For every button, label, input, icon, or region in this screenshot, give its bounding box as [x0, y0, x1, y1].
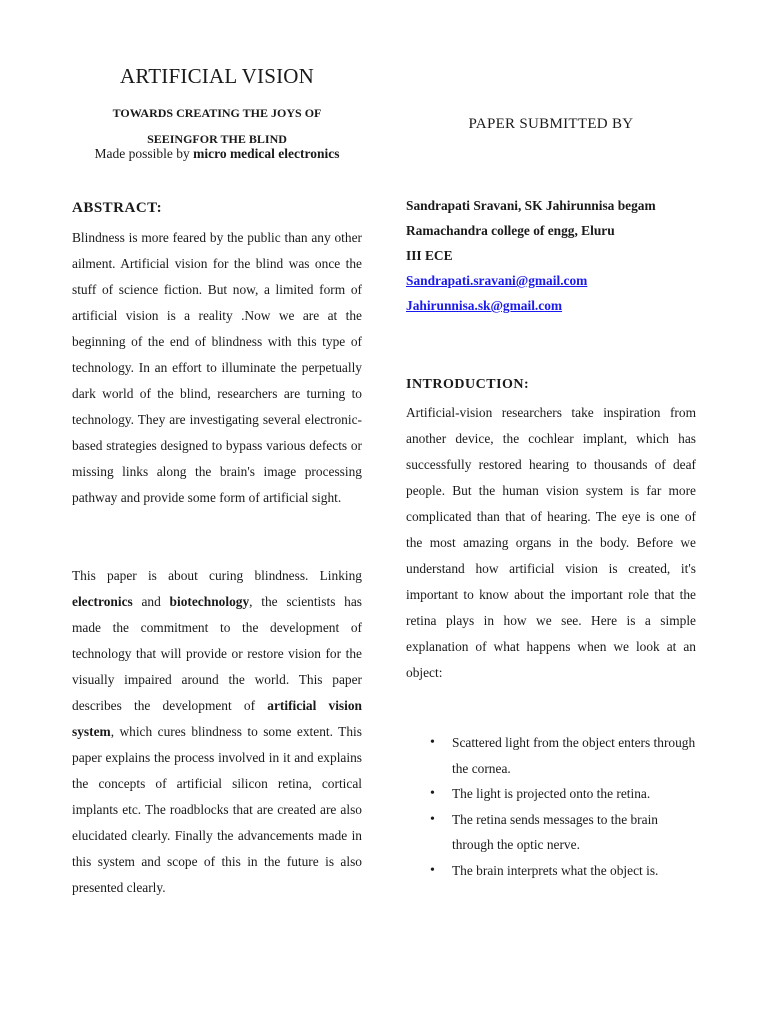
- abstract-p2-electronics: electronics: [72, 594, 133, 609]
- made-possible-by: [72, 146, 362, 162]
- abstract-heading: ABSTRACT:: [72, 200, 163, 216]
- bullet-list: [406, 730, 696, 883]
- paper-submitted-by: PAPER SUBMITTED BY: [468, 116, 634, 132]
- abstract-p2-avs: artificial vision system: [72, 698, 363, 739]
- made-by-prefix: Made possible by: [94, 146, 194, 161]
- made-by-bold: micro medical electronics: [193, 146, 340, 161]
- author-dept: III ECE: [406, 248, 453, 263]
- list-item: • The brain interprets what the object is.: [406, 858, 696, 884]
- introduction-heading: INTRODUCTION:: [406, 377, 530, 392]
- list-item: • The light is projected onto the retina.: [406, 781, 696, 807]
- author-college: Ramachandra college of engg, Eluru: [406, 223, 615, 238]
- abstract-p2-c: and: [132, 594, 170, 609]
- abstract-paragraph-1: Blindness is more feared by the public than any other ailment. Artificial vision for the blind was once the stuff of science fiction. But now, a limited form of artificial vision is a reality .Now we are at the beginning of the end of blindness with this type of technology. In an effort to illuminate the perpetually dark world of the blind, researchers are turning to technology. They are investigating several electronic-based strategies designed to bypass various defects or missing links along the brain's image processing pathway and provide some form of artificial sight.: [72, 230, 362, 505]
- list-item: • The retina sends messages to the brain through the optic nerve.: [406, 807, 696, 858]
- list-item: • Scattered light from the object enters through the cornea.: [406, 730, 696, 781]
- abstract-p2-e: , which cures blindness to some extent. This paper explains the process involved in it and explains the concepts of artificial silicon retina, cortical implants etc. The roadblocks that are created are also elucidated clearly. Finally the advancements made in this system and scope of this in the future is also presented clearly.: [72, 724, 362, 895]
- subtitle-line-2: SEEINGFOR THE BLIND: [147, 132, 287, 146]
- paper-subtitle: [72, 100, 362, 152]
- email-link-1[interactable]: Sandrapati.sravani@gmail.com: [406, 273, 588, 288]
- email-link-2[interactable]: Jahirunnisa.sk@gmail.com: [406, 298, 563, 313]
- subtitle-line-1: TOWARDS CREATING THE JOYS OF: [112, 106, 322, 120]
- author-names: Sandrapati Sravani, SK Jahirunnisa begam: [406, 198, 656, 213]
- abstract-paragraph-2: [72, 563, 362, 901]
- authors-block: [406, 193, 706, 318]
- abstract-p2-a: This paper is about curing blindness. Linking: [72, 568, 362, 583]
- abstract-p2-d: , the scientists has made the commitment to the development of technology that will provide or restore vision for the visually impaired around the world. This paper describes the development of: [72, 594, 363, 713]
- introduction-paragraph: Artificial-vision researchers take inspiration from another device, the cochlear implant, which has successfully restored hearing to thousands of deaf people. But the human vision system is far more complicated than that of hearing. The eye is one of the most amazing organs in the body. Before we understand how artificial vision is created, it's important to know about the important role that the retina plays in how we see. Here is a simple explanation of what happens when we look at an object:: [406, 405, 696, 680]
- paper-title: ARTIFICIAL VISION: [119, 64, 315, 88]
- abstract-p2-biotechnology: biotechnology: [169, 594, 250, 609]
